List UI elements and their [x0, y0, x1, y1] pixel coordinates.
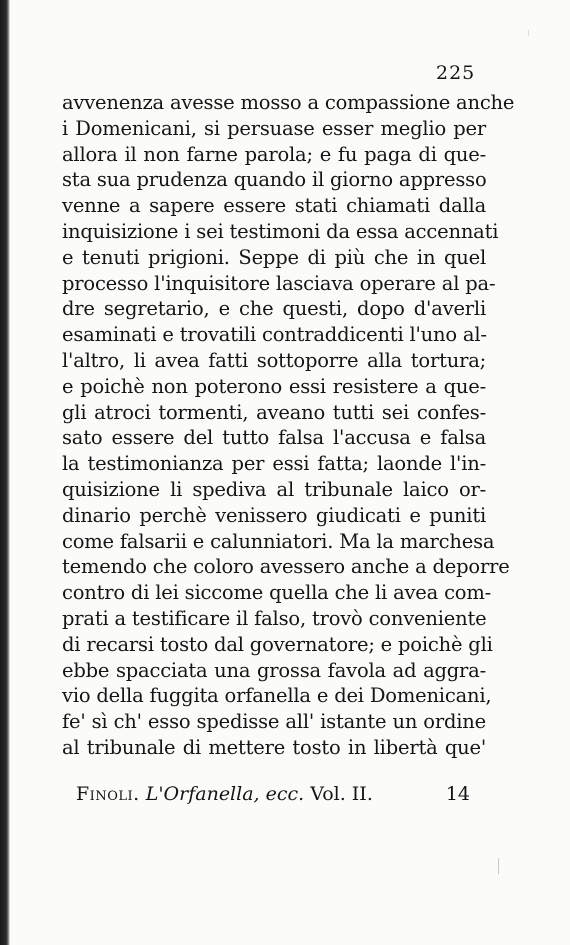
- text-line: di recarsi tosto dal governatore; e poichè gli: [62, 632, 493, 656]
- page-binding-edge: [0, 0, 10, 945]
- text-line: venne a sapere essere stati chiamati dalla: [62, 194, 486, 218]
- text-line: gli atroci tormenti, aveano tutti sei confes-: [62, 400, 486, 424]
- text-line: la testimonianza per essi fatta; laonde l'in-: [62, 452, 486, 476]
- text-line: inquisizione i sei testimoni da essa accennati: [62, 219, 499, 243]
- text-line: prati a testificare il falso, trovò conveniente: [62, 606, 487, 630]
- text-line: esaminati e trovatili contraddicenti l'uno al-: [62, 323, 487, 347]
- text-line: dinario perchè venissero giudicati e puniti: [62, 503, 486, 527]
- text-line: processo l'inquisitore lasciava operare al pa-: [62, 271, 496, 295]
- page-number: 225: [436, 62, 476, 84]
- page-footer: [76, 781, 486, 807]
- footer-author: Finoli.: [76, 783, 140, 805]
- text-line: come falsarii e calunniatori. Ma la marchesa: [62, 529, 495, 553]
- text-line: temendo che coloro avessero anche a deporre: [62, 555, 510, 579]
- text-line: ebbe spacciata una grossa favola ad aggra-: [62, 658, 486, 682]
- text-line: l'altro, li avea fatti sottoporre alla tortura;: [62, 348, 486, 372]
- text-line: e tenuti prigioni. Seppe di più che in quel: [62, 245, 486, 269]
- text-line: dre segretario, e che questi, dopo d'averli: [62, 297, 486, 321]
- paper-speck: [498, 858, 499, 874]
- text-line: quisizione li spediva al tribunale laico or-: [62, 477, 486, 501]
- text-line: contro di lei siccome quella che li avea com-: [62, 581, 492, 605]
- footer-volume: Vol. II.: [310, 783, 373, 805]
- text-line: vio della fuggita orfanella e dei Domenicani,: [62, 684, 492, 708]
- text-line: sato essere del tutto falsa l'accusa e falsa: [62, 426, 486, 450]
- signature-mark: 14: [445, 783, 470, 805]
- text-line: sta sua prudenza quando il giorno appresso: [62, 168, 487, 192]
- paper-speck: [528, 30, 529, 36]
- text-line: i Domenicani, si persuase esser meglio per: [62, 116, 486, 140]
- text-line: e poichè non poterono essi resistere a que-: [62, 374, 486, 398]
- body-text: [62, 90, 515, 761]
- text-line: avvenenza avesse mosso a compassione anche: [62, 91, 515, 114]
- text-line: allora il non farne parola; e fu paga di que-: [62, 142, 486, 166]
- text-line: al tribunale di mettere tosto in libertà que': [62, 735, 486, 759]
- text-line: fe' sì ch' esso spedisse all' istante un ordine: [62, 710, 486, 734]
- footer-title: L'Orfanella, ecc.: [145, 783, 305, 805]
